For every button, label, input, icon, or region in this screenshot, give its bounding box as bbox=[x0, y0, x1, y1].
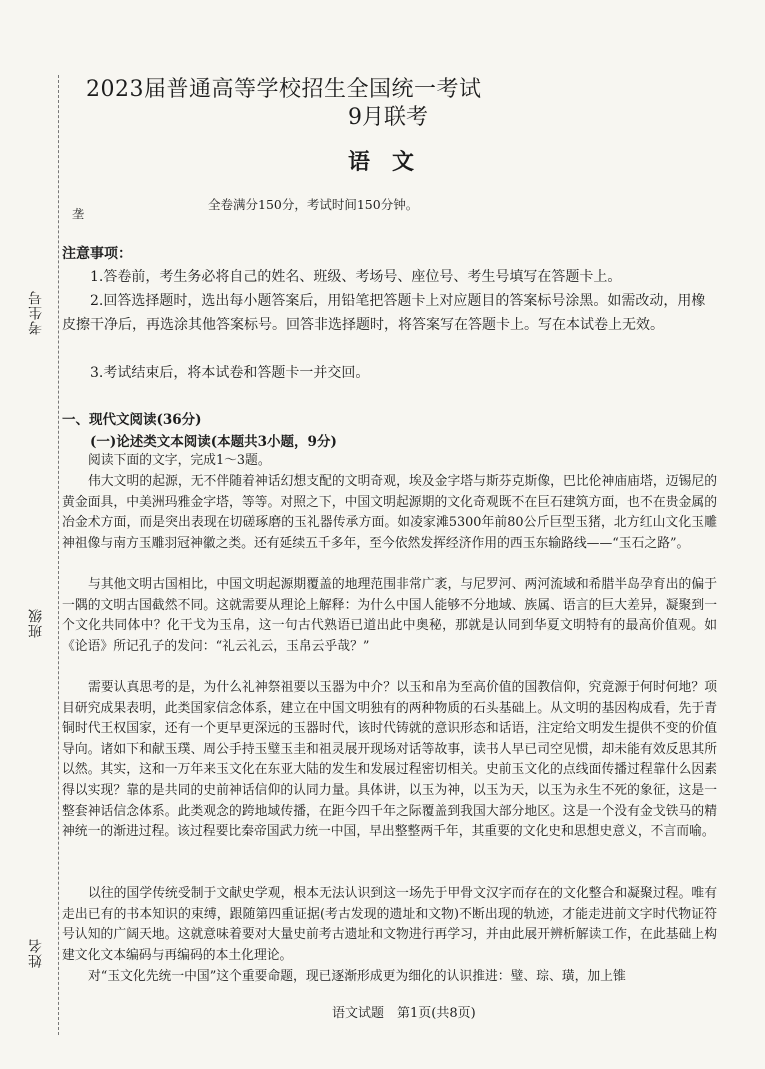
subject-title: 语文 bbox=[348, 149, 437, 175]
section-subtitle: (一)论述类文本阅读(本题共3小题，9分) bbox=[90, 434, 337, 450]
name-label: 姓名 bbox=[28, 938, 44, 968]
paragraph-2: 与其他文明古国相比，中国文明起源期覆盖的地理范围非常广袤，与尼罗河、两河流域和希腊半岛孕育出的偏于一隅的文明古国截然不同。这就需要从理论上解释：为什么中国人能够不分地域、族属、语言的巨大差异，凝聚到一个文化共同体中？化干戈为玉帛，这一句古代熟语已道出此中奥秘，那就是认同到华夏文明特有的最高价值观。如《论语》所记孔子的发问：“礼云礼云，玉帛云乎哉？” bbox=[62, 577, 717, 654]
notice-item-3: 3.考试结束后，将本试卷和答题卡一并交回。 bbox=[90, 365, 370, 381]
paragraph-1: 伟大文明的起源，无不伴随着神话幻想支配的文明奇观，埃及金字塔与斯芬克斯像，巴比伦神庙庙塔，迈锡尼的黄金面具，中美洲玛雅金字塔，等等。对照之下，中国文明起源期的文化奇观既不在巨石建筑方面，也不在贵金属的冶金术方面，而是突出表现在切磋琢磨的玉礼器传承方面。如凌家滩5300年前80公斤巨型玉猪，北方红山文化玉雕神祖像与南方玉雕羽冠神徽之类。还有延续五千多年，至今依然发挥经济作用的西玉东输路线——“玉石之路”。 bbox=[62, 474, 717, 551]
exam-title: 2023届普通高等学校招生全国统一考试 bbox=[86, 77, 482, 102]
notice-title: 注意事项： bbox=[62, 246, 132, 262]
exam-subtitle: 9月联考 bbox=[348, 105, 428, 130]
paragraph-instruction: 阅读下面的文字，完成1～3题。 bbox=[88, 453, 271, 468]
binding-mark: 垄 bbox=[72, 207, 85, 221]
score-info: 全卷满分150分，考试时间150分钟。 bbox=[208, 197, 419, 212]
notice-item-1: 1.答卷前，考生务必将自己的姓名、班级、考场号、座位号、考生号填写在答题卡上。 bbox=[90, 269, 622, 285]
paragraph-5: 对“玉文化先统一中国”这个重要命题，现已逐渐形成更为细化的认识推进：璧、琮、璜，加上锥 bbox=[88, 969, 626, 984]
notice-item-2: 2.回答选择题时，选出每小题答案后，用铅笔把答题卡上对应题目的答案标号涂黑。如需改动，用橡皮擦干净后，再选涂其他答案标号。回答非选择题时，将答案写在答题卡上。写在本试卷上无效。 bbox=[62, 293, 706, 333]
paragraph-4: 以往的国学传统受制于文献史学观，根本无法认识到这一场先于甲骨文汉字而存在的文化整合和凝聚过程。唯有走出已有的书本知识的束缚，跟随第四重证据(考古发现的遗址和文物)不断出现的轨迹，才能走进前文字时代物证符号认知的广阔天地。这就意味着要对大量史前考古遗址和文物进行再学习，并由此展开辨析解读工作，在此基础上构建文化文本编码与再编码的本土化理论。 bbox=[62, 886, 717, 963]
section-title: 一、现代文阅读(36分) bbox=[62, 412, 202, 428]
class-label: 班级 bbox=[28, 608, 44, 638]
binding-dashed-line bbox=[58, 75, 59, 1035]
examinee-number-label: 考生号 bbox=[28, 290, 44, 335]
page-footer: 语文试题 第1页(共8页) bbox=[332, 1006, 476, 1021]
paragraph-3: 需要认真思考的是，为什么礼神祭祖要以玉器为中介？以玉和帛为至高价值的国教信仰，究竟源于何时何地？项目研究成果表明，此类国家信念体系，建立在中国文明独有的两种物质的石头基础上。从文明的基因构成看，先于青铜时代王权国家，还有一个更早更深远的玉器时代，该时代铸就的意识形态和话语，注定给文明发生提供不变的价值导向。诸如下和献玉璞、周公手持玉璧玉圭和祖灵展开现场对话等故事，读书人早已司空见惯，却未能有效反思其所以然。其实，这和一万年来玉文化在东亚大陆的发生和发展过程密切相关。史前玉文化的点线面传播过程靠什么因素得以实现？靠的是共同的史前神话信仰的认同力量。具体讲，以玉为神，以玉为天，以玉为永生不死的象征，这是一整套神话信念体系。此类观念的跨地域传播，在距今四千年之际覆盖到我国大部分地区。这是一个没有金戈铁马的精神统一的渐进过程。该过程要比秦帝国武力统一中国，早出整整两千年，其重要的文化史和思想史意义，不言而喻。 bbox=[62, 680, 717, 840]
